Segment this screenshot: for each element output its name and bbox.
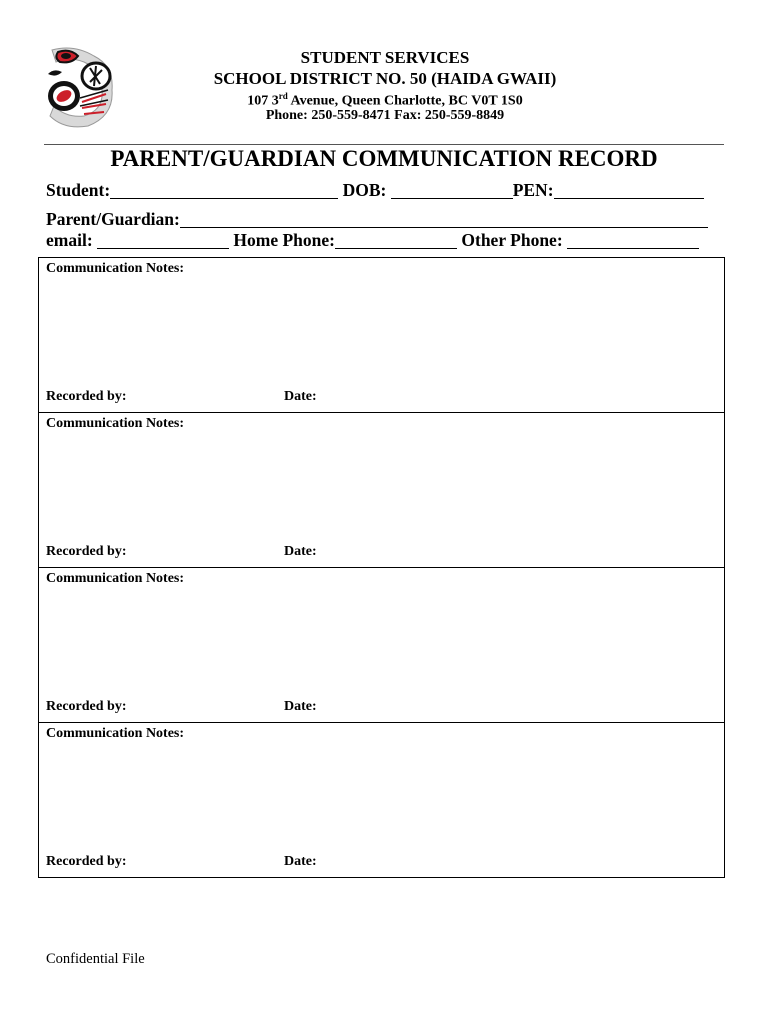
date-label: Date: <box>284 389 317 404</box>
communication-record[interactable] <box>39 413 724 568</box>
page-title: PARENT/GUARDIAN COMMUNICATION RECORD <box>110 146 658 171</box>
student-label: Student: <box>46 180 111 200</box>
header-contact: Phone: 250-559-8471 Fax: 250-559-8849 <box>265 108 505 123</box>
other-phone-blank[interactable] <box>567 231 699 249</box>
pen-blank[interactable] <box>554 181 704 199</box>
email-label: email: <box>46 230 98 250</box>
recorded-by-label: Recorded by: <box>46 389 127 404</box>
header-address: 107 3rd Avenue, Queen Charlotte, BC V0T 1S0 <box>247 91 523 109</box>
parent-label: Parent/Guardian: <box>46 209 180 229</box>
communication-record[interactable] <box>39 568 724 723</box>
recorded-by-label: Recorded by: <box>46 854 127 869</box>
communication-notes-label: Communication Notes: <box>46 571 185 586</box>
email-blank[interactable] <box>97 231 229 249</box>
contact-row <box>46 230 699 251</box>
student-blank[interactable] <box>110 181 338 199</box>
parent-blank[interactable] <box>180 210 708 228</box>
date-label: Date: <box>284 544 317 559</box>
other-phone-label: Other Phone: <box>457 230 568 250</box>
communication-notes-label: Communication Notes: <box>46 261 185 276</box>
dob-blank[interactable] <box>391 181 513 199</box>
recorded-by-label: Recorded by: <box>46 544 127 559</box>
footer-confidential: Confidential File <box>46 951 145 967</box>
district-logo <box>44 46 116 128</box>
header-divider <box>44 144 724 145</box>
communication-table <box>38 257 725 878</box>
header-line-2: SCHOOL DISTRICT NO. 50 (HAIDA GWAII) <box>213 69 557 88</box>
recorded-by-label: Recorded by: <box>46 699 127 714</box>
header-line-1: STUDENT SERVICES <box>300 48 470 67</box>
pen-label: PEN: <box>512 180 554 200</box>
student-row <box>46 180 704 201</box>
parent-row <box>46 209 708 230</box>
home-phone-label: Home Phone: <box>229 230 335 250</box>
communication-notes-label: Communication Notes: <box>46 726 185 741</box>
communication-record[interactable] <box>39 258 724 413</box>
communication-notes-label: Communication Notes: <box>46 416 185 431</box>
date-label: Date: <box>284 699 317 714</box>
home-phone-blank[interactable] <box>335 231 457 249</box>
communication-record[interactable] <box>39 723 724 877</box>
date-label: Date: <box>284 854 317 869</box>
dob-label: DOB: <box>338 180 391 200</box>
